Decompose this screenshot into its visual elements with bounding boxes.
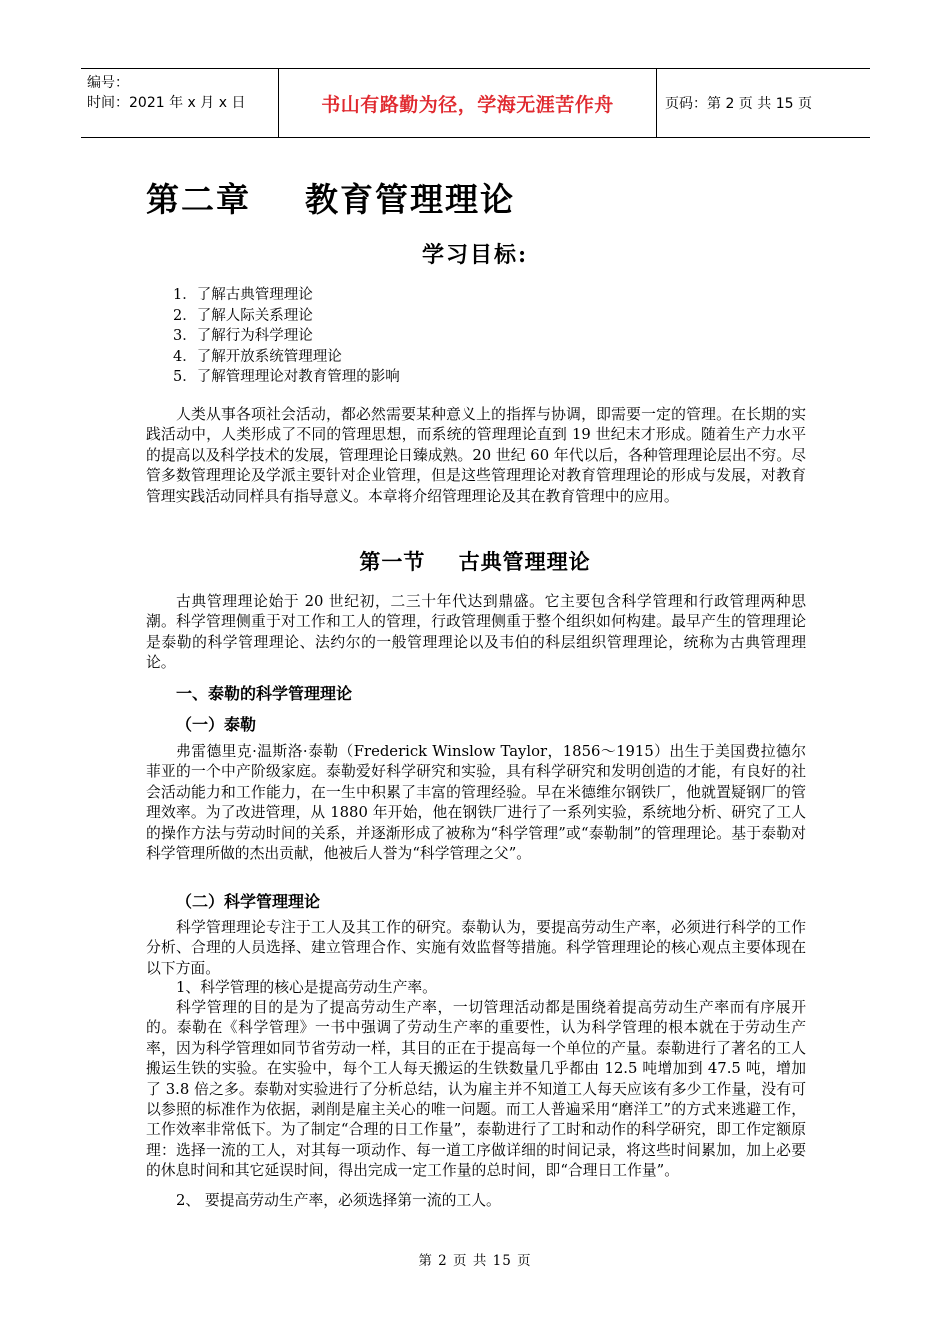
header-number: 编号： [87,75,129,91]
section-title: 第一节 古典管理理论 [359,549,591,574]
list-item: 4．了解开放系统管理理论 [173,348,342,365]
header-meta [81,69,279,137]
list-item: 3．了解行为科学理论 [173,328,313,344]
intro-paragraph: 人类从事各项社会活动，都必然需要某种意义上的指挥与协调，即需要一定的管理。在长期的实践活动中，人类形成了不同的管理思想，而系统的管理理论直到 19 世纪末才形成。随着生产力水平的提高以及科学技术的发展，管理理论日臻成熟。20 世纪 60 年代以后，各种管理理论层出不穷。尽管多数管理理论及学派主要针对企业管理，但是这些管理理论对教育管理理论的形成与发展，对教育管理实践活动同样具有指导意义。本章将介绍管理理论及其在教育管理中的应用。 [146,406,806,505]
header-motto: 书山有路勤为径，学海无涯苦作舟 [279,69,657,137]
objectives-title: 学习目标: [421,242,529,268]
objectives-list [173,285,400,388]
chapter-title: 第二章 教育管理理论 [146,180,515,219]
subheading-scientific-management: （二）科学管理理论 [176,892,321,911]
page-footer: 第 2 页 共 15 页 [418,1253,532,1269]
document-header [81,68,870,138]
header-page-info: 页码：第 2 页 共 15 页 [665,96,812,112]
point-1-paragraph: 科学管理的目的是为了提高劳动生产率，一切管理活动都是围绕着提高劳动生产率而有序展开的。泰勒在《科学管理》一书中强调了劳动生产率的重要性，认为科学管理的根本就在于劳动生产率，因为科学管理如同节省劳动一样，其目的正在于提高每一个单位的产量。泰勒进行了著名的工人搬运生铁的实验。在实验中，每个工人每天搬运的生铁数量几乎都由 12.5 吨增加到 47.5 吨，增加了 3.8 倍之多。泰勒对实验进行了分析总结，认为雇主并不知道工人每天应该有多少工作量，没有可以参照的标准作为依据，剥削是雇主关心的唯一问题。而工人普遍采用“磨洋工”的方式来逃避工作，工作效率非常低下。为了制定“合理的日工作量”，泰勒进行了工时和动作的科学研究，即工作定额原理：选择一流的工人，对其每一项动作、每一道工序做详细的时间记录，将这些时间累加，加上必要的休息时间和其它延误时间，得出完成一定工作量的总时间，即“合理日工作量”。 [146,999,806,1180]
list-item: 1．了解古典管理理论 [173,287,313,303]
subheading-taylor: （一）泰勒 [176,715,257,734]
list-item: 2．了解人际关系理论 [173,307,313,324]
taylor-paragraph: 弗雷德里克·温斯洛·泰勒（Frederick Winslow Taylor，1856～1915）出生于美国费拉德尔菲亚的一个中产阶级家庭。泰勒爱好科学研究和实验，具有科学研究和发明创造的才能，有良好的社会活动能力和工作能力，在一生中积累了丰富的管理经验。早在米德维尔钢铁厂，他就置疑钢厂的管理效率。为了改进管理，从 1880 年开始，他在钢铁厂进行了一系列实验，系统地分析、研究了工人的操作方法与劳动时间的关系，并逐渐形成了被称为“科学管理”或“泰勒制”的管理理论。基于泰勒对科学管理所做的杰出贡献，他被后人誉为“科学管理之父”。 [146,743,806,863]
header-date: 时间：2021 年 x 月 x 日 [87,95,246,111]
heading-taylor-theory: 一、泰勒的科学管理理论 [176,684,353,703]
point-1: 1、科学管理的核心是提高劳动生产率。 [176,979,437,996]
list-item: 5．了解管理理论对教育管理的影响 [173,369,400,385]
scientific-management-paragraph: 科学管理理论专注于工人及其工作的研究。泰勒认为，要提高劳动生产率，必须进行科学的工作分析、合理的人员选择、建立管理合作、实施有效监督等措施。科学管理理论的核心观点主要体现在以下方面。 [146,919,806,977]
section-paragraph: 古典管理理论始于 20 世纪初，二三十年代达到鼎盛。它主要包含科学管理和行政管理两种思潮。科学管理侧重于对工作和工人的管理，行政管理侧重于整个组织如何构建。最早产生的管理理论是泰勒的科学管理理论、法约尔的一般管理理论以及韦伯的科层组织管理理论，统称为古典管理理论。 [146,593,806,672]
point-2: 2、 要提高劳动生产率，必须选择第一流的工人。 [176,1192,501,1209]
